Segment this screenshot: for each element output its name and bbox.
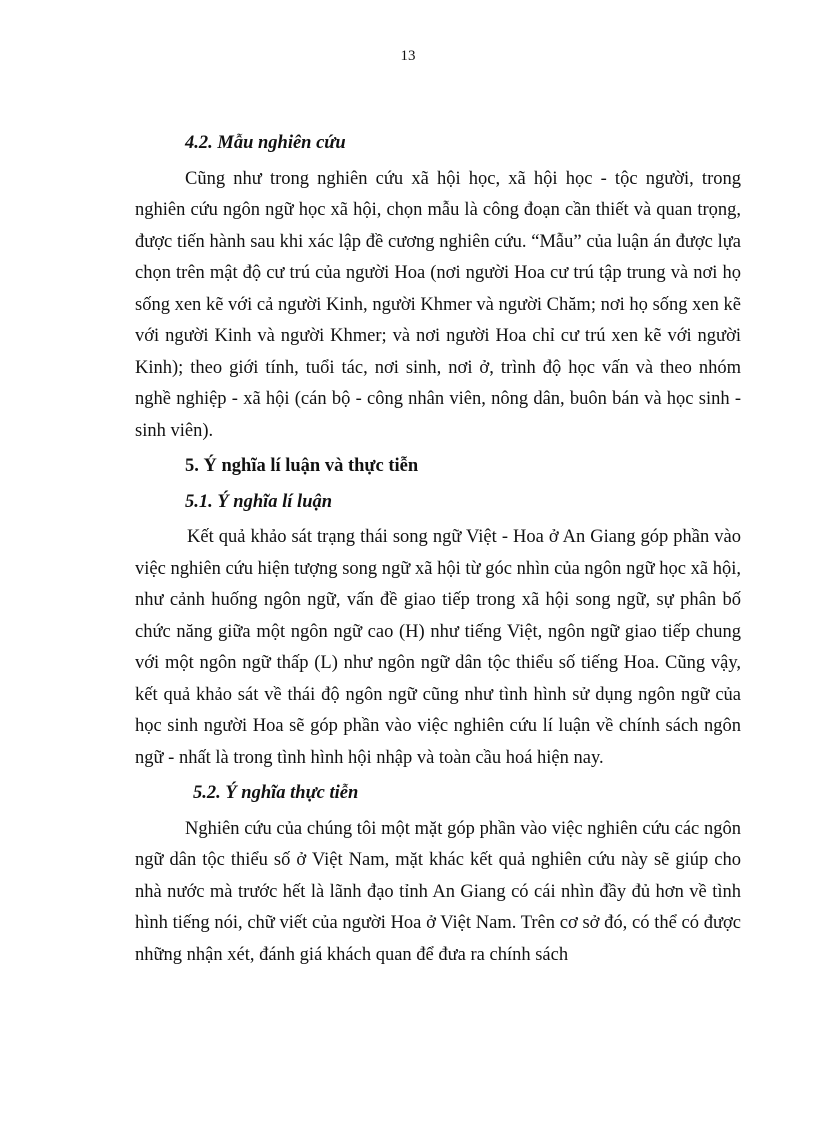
section-5-2-heading: 5.2. Ý nghĩa thực tiễn bbox=[193, 783, 359, 803]
section-4-2-heading: 4.2. Mẫu nghiên cứu bbox=[185, 133, 346, 153]
section-5-1-paragraph: Kết quả khảo sát trạng thái song ngữ Việt - Hoa ở An Giang góp phần vào việc nghiên cứu hiện tượng song ngữ xã hội từ góc nhìn của ngôn ngữ học xã hội, như cảnh huống ngôn ngữ, vấn đề giao tiếp trong xã hội song ngữ, sự phân bố chức năng giữa một ngôn ngữ cao (H) như tiếng Việt, ngôn ngữ giao tiếp chung với một ngôn ngữ thấp (L) như ngôn ngữ dân tộc thiểu số tiếng Hoa. Cũng vậy, kết quả khảo sát về thái độ ngôn ngữ cũng như tình hình sử dụng ngôn ngữ của học sinh người Hoa sẽ góp phần vào việc nghiên cứu lí luận về chính sách ngôn ngữ - nhất là trong tình hình hội nhập và toàn cầu hoá hiện nay. bbox=[135, 527, 741, 768]
section-4-2-paragraph: Cũng như trong nghiên cứu xã hội học, xã hội học - tộc người, trong nghiên cứu ngôn ngữ học xã hội, chọn mẫu là công đoạn cần thiết và quan trọng, được tiến hành sau khi xác lập đề cương nghiên cứu. “Mẫu” của luận án được lựa chọn trên mật độ cư trú của người Hoa (nơi người Hoa cư trú tập trung và nơi họ sống xen kẽ với cả người Kinh, người Khmer và người Chăm; nơi họ sống xen kẽ với người Kinh và người Khmer; và nơi người Hoa chỉ cư trú xen kẽ với người Kinh); theo giới tính, tuổi tác, nơi sinh, nơi ở, trình độ học vấn và theo nhóm nghề nghiệp - xã hội (cán bộ - công nhân viên, nông dân, buôn bán và học sinh - sinh viên). bbox=[135, 168, 741, 441]
page-number: 13 bbox=[400, 48, 416, 64]
section-5-2-paragraph: Nghiên cứu của chúng tôi một mặt góp phần vào việc nghiên cứu các ngôn ngữ dân tộc thiểu số ở Việt Nam, mặt khác kết quả nghiên cứu này sẽ giúp cho nhà nước mà trước hết là lãnh đạo tỉnh An Giang có cái nhìn đầy đủ hơn về tình hình tiếng nói, chữ viết của người Hoa ở Việt Nam. Trên cơ sở đó, có thể có được những nhận xét, đánh giá khách quan để đưa ra chính sách bbox=[135, 818, 741, 965]
document-body bbox=[135, 128, 741, 975]
section-5-1-heading: 5.1. Ý nghĩa lí luận bbox=[185, 491, 333, 512]
section-5-heading: 5. Ý nghĩa lí luận và thực tiễn bbox=[185, 456, 419, 476]
